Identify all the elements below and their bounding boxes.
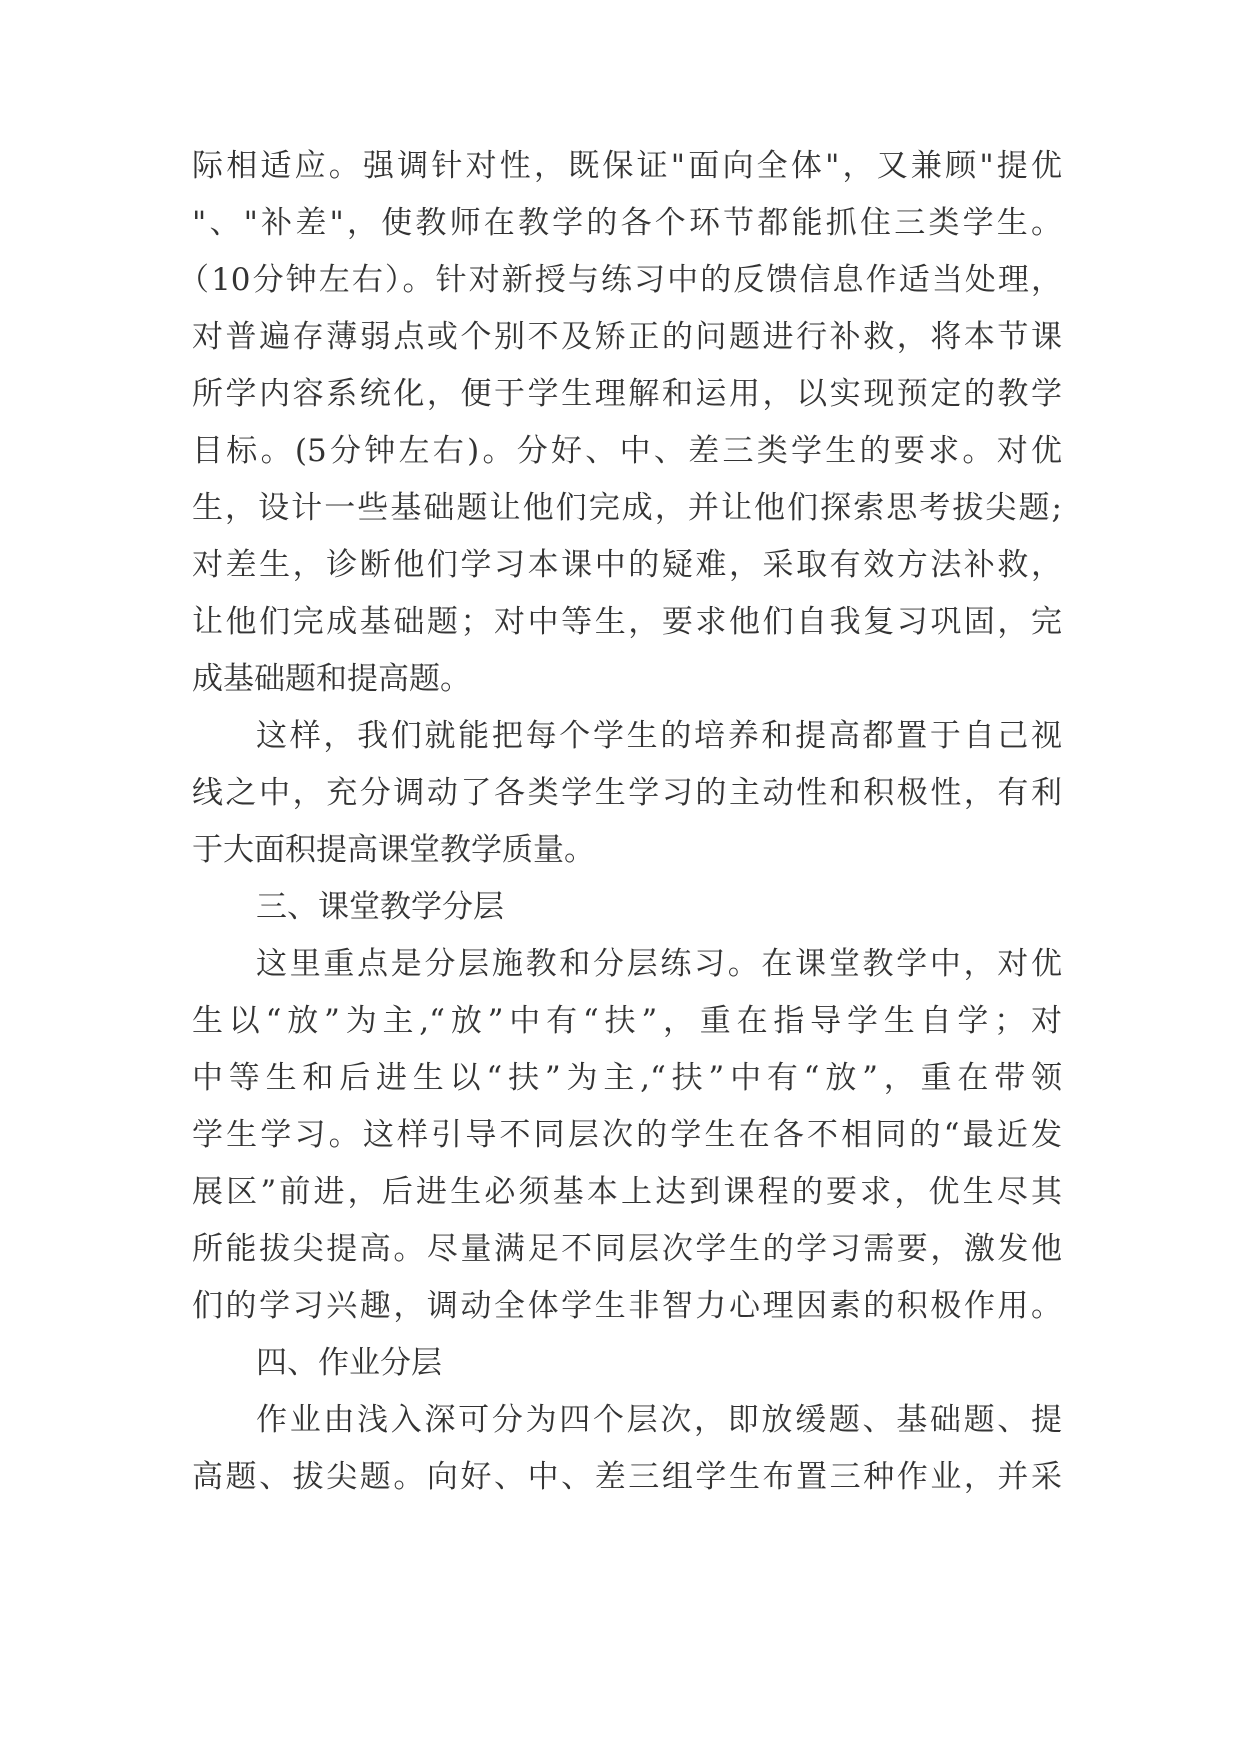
text-line: 目标。(5分钟左右)。分好、中、差三类学生的要求。对优 [192, 433, 1062, 469]
text-line: 们的学习兴趣，调动全体学生非智力心理因素的积极作用。 [192, 1288, 1062, 1324]
text-line: 这里重点是分层施教和分层练习。在课堂教学中，对优 [256, 946, 1062, 982]
text-line: 于大面积提高课堂教学质量。 [192, 832, 595, 868]
text-line: 线之中，充分调动了各类学生学习的主动性和积极性，有利 [192, 775, 1062, 811]
text-line: 让他们完成基础题；对中等生，要求他们自我复习巩固，完 [192, 604, 1062, 640]
text-line: 中等生和后进生以“扶”为主,“扶”中有“放”，重在带领 [192, 1060, 1062, 1096]
text-line: 对普遍存薄弱点或个别不及矫正的问题进行补救，将本节课 [192, 319, 1062, 355]
text-line: 展区”前进，后进生必须基本上达到课程的要求，优生尽其 [192, 1174, 1062, 1210]
text-line: 对差生，诊断他们学习本课中的疑难，采取有效方法补救， [192, 547, 1062, 583]
text-line: 所能拔尖提高。尽量满足不同层次学生的学习需要，激发他 [192, 1231, 1062, 1267]
text-line: 这样，我们就能把每个学生的培养和提高都置于自己视 [256, 718, 1062, 754]
text-line: 所学内容系统化，便于学生理解和运用，以实现预定的教学 [192, 376, 1062, 412]
text-line: 作业由浅入深可分为四个层次，即放缓题、基础题、提 [256, 1402, 1062, 1438]
section-heading: 四、作业分层 [256, 1345, 442, 1381]
text-line: "、"补差"，使教师在教学的各个环节都能抓住三类学生。 [192, 205, 1062, 241]
text-line: （10分钟左右）。针对新授与练习中的反馈信息作适当处理， [178, 262, 1062, 298]
text-line: 成基础题和提高题。 [192, 661, 471, 697]
text-line: 际相适应。强调针对性，既保证"面向全体"，又兼顾"提优 [192, 148, 1062, 184]
section-heading: 三、课堂教学分层 [256, 889, 504, 925]
text-line: 学生学习。这样引导不同层次的学生在各不相同的“最近发 [192, 1117, 1062, 1153]
text-line: 生以“放”为主,“放”中有“扶”，重在指导学生自学；对 [192, 1003, 1062, 1039]
text-line: 生，设计一些基础题让他们完成，并让他们探索思考拔尖题; [192, 490, 1062, 526]
text-line: 高题、拔尖题。向好、中、差三组学生布置三种作业，并采 [192, 1459, 1062, 1495]
